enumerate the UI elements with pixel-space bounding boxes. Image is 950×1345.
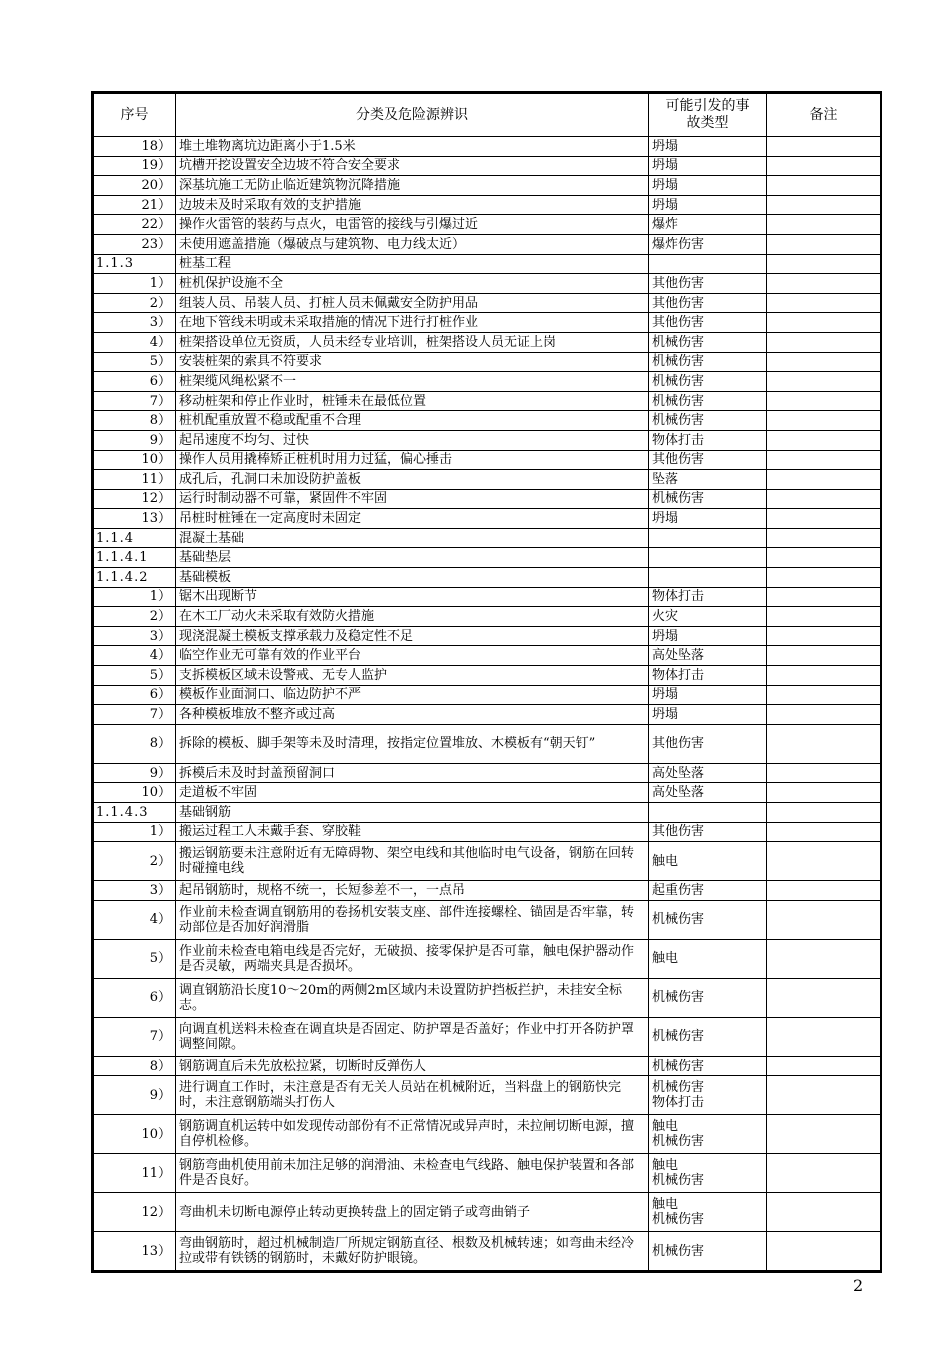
- table-row: [94, 234, 881, 254]
- row-hazard-description: 锯木出现断节: [176, 587, 649, 607]
- row-remarks: [767, 528, 881, 548]
- row-remarks: [767, 842, 881, 881]
- row-accident-type: 机械伤害: [649, 489, 767, 509]
- row-accident-type: 其他伤害: [649, 313, 767, 333]
- row-hazard-description: 向调直机送料未检查在调直块是否固定、防护罩是否盖好；作业中打开各防护罩调整间隙。: [176, 1017, 649, 1056]
- row-hazard-description: 临空作业无可靠有效的作业平台: [176, 646, 649, 666]
- row-accident-type: 触电 机械伤害: [649, 1193, 767, 1232]
- row-serial-number: 1.1.3: [94, 254, 176, 274]
- table-row: [94, 1056, 881, 1076]
- row-serial-number: 22）: [94, 215, 176, 235]
- table-row: [94, 1154, 881, 1193]
- table-row: [94, 215, 881, 235]
- page-number: 2: [853, 1276, 864, 1295]
- row-accident-type: 坍塌: [649, 195, 767, 215]
- row-hazard-description: 桩机保护设施不全: [176, 274, 649, 294]
- table-row: [94, 881, 881, 901]
- table-row: [94, 489, 881, 509]
- row-hazard-description: 操作火雷管的装药与点火，电雷管的接线与引爆过近: [176, 215, 649, 235]
- row-serial-number: 23）: [94, 234, 176, 254]
- row-accident-type: 机械伤害: [649, 352, 767, 372]
- table-row: [94, 293, 881, 313]
- row-accident-type: 其他伤害: [649, 822, 767, 842]
- row-remarks: [767, 1056, 881, 1076]
- row-remarks: [767, 900, 881, 939]
- table-row: [94, 450, 881, 470]
- row-accident-type: 触电 机械伤害: [649, 1115, 767, 1154]
- row-remarks: [767, 470, 881, 490]
- row-serial-number: 11）: [94, 1154, 176, 1193]
- table-row: [94, 430, 881, 450]
- section-row: [94, 254, 881, 274]
- row-hazard-description: 在地下管线未明或未采取措施的情况下进行打桩作业: [176, 313, 649, 333]
- row-accident-type: 物体打击: [649, 430, 767, 450]
- row-accident-type: 坍塌: [649, 137, 767, 157]
- table-row: [94, 176, 881, 196]
- row-serial-number: 4）: [94, 646, 176, 666]
- row-hazard-description: 模板作业面洞口、临边防护不严: [176, 685, 649, 705]
- row-serial-number: 8）: [94, 411, 176, 431]
- row-remarks: [767, 724, 881, 763]
- row-remarks: [767, 1115, 881, 1154]
- row-accident-type: 坍塌: [649, 176, 767, 196]
- row-accident-type: 机械伤害: [649, 1056, 767, 1076]
- row-serial-number: 10）: [94, 783, 176, 803]
- row-hazard-description: 堆土堆物离坑边距离小于1.5米: [176, 137, 649, 157]
- row-remarks: [767, 176, 881, 196]
- row-serial-number: 21）: [94, 195, 176, 215]
- table-row: [94, 607, 881, 627]
- row-remarks: [767, 939, 881, 978]
- hazard-table-frame: [91, 91, 882, 1273]
- row-accident-type: 触电: [649, 842, 767, 881]
- row-accident-type: 物体打击: [649, 666, 767, 686]
- row-accident-type: 爆炸伤害: [649, 234, 767, 254]
- row-hazard-description: 坑槽开挖设置安全边坡不符合安全要求: [176, 156, 649, 176]
- row-serial-number: 19）: [94, 156, 176, 176]
- row-serial-number: 1）: [94, 274, 176, 294]
- table-row: [94, 1076, 881, 1115]
- row-remarks: [767, 881, 881, 901]
- row-serial-number: 18）: [94, 137, 176, 157]
- row-accident-type: 坍塌: [649, 705, 767, 725]
- row-accident-type: 火灾: [649, 607, 767, 627]
- table-row: [94, 763, 881, 783]
- row-serial-number: 7）: [94, 1017, 176, 1056]
- row-remarks: [767, 332, 881, 352]
- row-serial-number: 2）: [94, 842, 176, 881]
- row-remarks: [767, 411, 881, 431]
- row-serial-number: 3）: [94, 626, 176, 646]
- row-hazard-description: 操作人员用撬棒矫正桩机时用力过猛，偏心捶击: [176, 450, 649, 470]
- table-row: [94, 978, 881, 1017]
- row-accident-type: 高处坠落: [649, 763, 767, 783]
- row-hazard-description: 运行时制动器不可靠，紧固件不牢固: [176, 489, 649, 509]
- row-serial-number: 3）: [94, 313, 176, 333]
- row-hazard-description: 作业前未检查调直钢筋用的卷扬机安装支座、部件连接螺栓、锚固是否牢靠，转动部位是否加好润滑脂: [176, 900, 649, 939]
- row-remarks: [767, 430, 881, 450]
- row-serial-number: 1）: [94, 587, 176, 607]
- row-hazard-description: 钢筋调直后未先放松拉紧，切断时反弹伤人: [176, 1056, 649, 1076]
- row-accident-type: 起重伤害: [649, 881, 767, 901]
- row-hazard-description: 拆模后未及时封盖预留洞口: [176, 763, 649, 783]
- row-hazard-description: 各种模板堆放不整齐或过高: [176, 705, 649, 725]
- row-accident-type: 坍塌: [649, 509, 767, 529]
- row-accident-type: [649, 803, 767, 823]
- row-accident-type: 其他伤害: [649, 293, 767, 313]
- row-serial-number: 6）: [94, 372, 176, 392]
- row-hazard-description: 弯曲机未切断电源停止转动更换转盘上的固定销子或弯曲销子: [176, 1193, 649, 1232]
- table-row: [94, 842, 881, 881]
- row-remarks: [767, 313, 881, 333]
- row-remarks: [767, 1232, 881, 1271]
- section-row: [94, 803, 881, 823]
- table-row: [94, 587, 881, 607]
- table-row: [94, 1017, 881, 1056]
- row-hazard-description: 搬运钢筋要未注意附近有无障碍物、架空电线和其他临时电气设备，钢筋在回转时碰撞电线: [176, 842, 649, 881]
- row-remarks: [767, 803, 881, 823]
- table-row: [94, 900, 881, 939]
- row-accident-type: 其他伤害: [649, 450, 767, 470]
- row-serial-number: 10）: [94, 1115, 176, 1154]
- table-row: [94, 1115, 881, 1154]
- header-remarks: 备注: [767, 94, 881, 137]
- row-accident-type: 其他伤害: [649, 274, 767, 294]
- row-accident-type: 机械伤害: [649, 1232, 767, 1271]
- row-serial-number: 1）: [94, 822, 176, 842]
- row-serial-number: 12）: [94, 1193, 176, 1232]
- row-serial-number: 11）: [94, 470, 176, 490]
- row-hazard-description: 调直钢筋沿长度10～20m的两侧2m区域内未设置防护挡板拦护，未挂安全标志。: [176, 978, 649, 1017]
- row-hazard-description: 搬运过程工人未戴手套、穿胶鞋: [176, 822, 649, 842]
- row-remarks: [767, 156, 881, 176]
- row-remarks: [767, 234, 881, 254]
- row-accident-type: 触电: [649, 939, 767, 978]
- row-serial-number: 9）: [94, 430, 176, 450]
- row-serial-number: 8）: [94, 1056, 176, 1076]
- row-hazard-description: 组装人员、吊装人员、打桩人员未佩戴安全防护用品: [176, 293, 649, 313]
- row-hazard-description: 边坡未及时采取有效的支护措施: [176, 195, 649, 215]
- hazard-table-body: [94, 137, 881, 1271]
- row-serial-number: 7）: [94, 705, 176, 725]
- row-remarks: [767, 450, 881, 470]
- row-hazard-description: 混凝土基础: [176, 528, 649, 548]
- row-remarks: [767, 1154, 881, 1193]
- row-serial-number: 12）: [94, 489, 176, 509]
- row-accident-type: 物体打击: [649, 587, 767, 607]
- section-row: [94, 528, 881, 548]
- row-accident-type: 高处坠落: [649, 783, 767, 803]
- row-accident-type: 机械伤害 物体打击: [649, 1076, 767, 1115]
- table-row: [94, 666, 881, 686]
- row-hazard-description: 起吊钢筋时，规格不统一，长短参差不一，一点吊: [176, 881, 649, 901]
- row-serial-number: 5）: [94, 939, 176, 978]
- row-accident-type: 机械伤害: [649, 372, 767, 392]
- table-row: [94, 1193, 881, 1232]
- table-header-row: [94, 94, 881, 137]
- row-hazard-description: 弯曲钢筋时，超过机械制造厂所规定钢筋直径、根数及机械转速；如弯曲未经冷拉或带有铁锈的钢筋时，未戴好防护眼镜。: [176, 1232, 649, 1271]
- row-accident-type: 高处坠落: [649, 646, 767, 666]
- row-accident-type: 坍塌: [649, 626, 767, 646]
- row-accident-type: 触电 机械伤害: [649, 1154, 767, 1193]
- row-remarks: [767, 705, 881, 725]
- row-accident-type: 爆炸: [649, 215, 767, 235]
- row-remarks: [767, 978, 881, 1017]
- table-row: [94, 195, 881, 215]
- row-serial-number: 5）: [94, 352, 176, 372]
- row-hazard-description: 成孔后，孔洞口未加设防护盖板: [176, 470, 649, 490]
- header-hazard-identification: 分类及危险源辨识: [176, 94, 649, 137]
- row-hazard-description: 安装桩架的索具不符要求: [176, 352, 649, 372]
- row-remarks: [767, 685, 881, 705]
- row-hazard-description: 作业前未检查电箱电线是否完好，无破损、接零保护是否可靠，触电保护器动作是否灵敏，两端夹具是否损坏。: [176, 939, 649, 978]
- row-serial-number: 3）: [94, 881, 176, 901]
- table-row: [94, 470, 881, 490]
- table-row: [94, 391, 881, 411]
- section-row: [94, 568, 881, 588]
- row-hazard-description: 起吊速度不均匀、过快: [176, 430, 649, 450]
- row-serial-number: 5）: [94, 666, 176, 686]
- row-hazard-description: 吊桩时桩锤在一定高度时未固定: [176, 509, 649, 529]
- row-accident-type: 坍塌: [649, 685, 767, 705]
- row-serial-number: 13）: [94, 509, 176, 529]
- table-row: [94, 705, 881, 725]
- header-serial-number: 序号: [94, 94, 176, 137]
- row-hazard-description: 桩机配重放置不稳或配重不合理: [176, 411, 649, 431]
- section-row: [94, 548, 881, 568]
- row-remarks: [767, 1193, 881, 1232]
- row-hazard-description: 未使用遮盖措施（爆破点与建筑物、电力线太近）: [176, 234, 649, 254]
- row-hazard-description: 钢筋调直机运转中如发现传动部份有不正常情况或异声时，未拉闸切断电源，擅自停机检修。: [176, 1115, 649, 1154]
- table-row: [94, 626, 881, 646]
- row-accident-type: 机械伤害: [649, 391, 767, 411]
- row-hazard-description: 桩架搭设单位无资质，人员未经专业培训，桩架搭设人员无证上岗: [176, 332, 649, 352]
- table-row: [94, 724, 881, 763]
- table-row: [94, 822, 881, 842]
- row-hazard-description: 走道板不牢固: [176, 783, 649, 803]
- row-remarks: [767, 137, 881, 157]
- row-remarks: [767, 293, 881, 313]
- row-serial-number: 4）: [94, 332, 176, 352]
- row-serial-number: 6）: [94, 685, 176, 705]
- row-serial-number: 7）: [94, 391, 176, 411]
- row-accident-type: 其他伤害: [649, 724, 767, 763]
- table-row: [94, 137, 881, 157]
- row-accident-type: 坠落: [649, 470, 767, 490]
- table-row: [94, 1232, 881, 1271]
- table-row: [94, 372, 881, 392]
- table-row: [94, 939, 881, 978]
- row-hazard-description: 桩架缆风绳松紧不一: [176, 372, 649, 392]
- row-hazard-description: 基础钢筋: [176, 803, 649, 823]
- row-remarks: [767, 372, 881, 392]
- table-row: [94, 685, 881, 705]
- table-row: [94, 274, 881, 294]
- row-serial-number: 13）: [94, 1232, 176, 1271]
- row-serial-number: 6）: [94, 978, 176, 1017]
- row-serial-number: 20）: [94, 176, 176, 196]
- row-remarks: [767, 587, 881, 607]
- row-serial-number: 10）: [94, 450, 176, 470]
- row-remarks: [767, 607, 881, 627]
- row-serial-number: 2）: [94, 293, 176, 313]
- row-hazard-description: 钢筋弯曲机使用前未加注足够的润滑油、未检查电气线路、触电保护装置和各部件是否良好。: [176, 1154, 649, 1193]
- row-remarks: [767, 274, 881, 294]
- row-accident-type: 机械伤害: [649, 1017, 767, 1056]
- header-accident-type: 可能引发的事故类型: [649, 94, 767, 137]
- row-remarks: [767, 254, 881, 274]
- table-row: [94, 509, 881, 529]
- table-row: [94, 156, 881, 176]
- row-remarks: [767, 783, 881, 803]
- row-remarks: [767, 568, 881, 588]
- table-row: [94, 352, 881, 372]
- row-hazard-description: 支拆模板区域未设警戒、无专人监护: [176, 666, 649, 686]
- row-remarks: [767, 666, 881, 686]
- row-remarks: [767, 626, 881, 646]
- row-serial-number: 9）: [94, 1076, 176, 1115]
- row-accident-type: [649, 254, 767, 274]
- row-accident-type: 机械伤害: [649, 332, 767, 352]
- row-remarks: [767, 1017, 881, 1056]
- row-remarks: [767, 822, 881, 842]
- row-serial-number: 9）: [94, 763, 176, 783]
- row-remarks: [767, 509, 881, 529]
- table-row: [94, 783, 881, 803]
- row-serial-number: 4）: [94, 900, 176, 939]
- row-hazard-description: 进行调直工作时，未注意是否有无关人员站在机械附近，当料盘上的钢筋快完时，未注意钢筋端头打伤人: [176, 1076, 649, 1115]
- row-hazard-description: 基础垫层: [176, 548, 649, 568]
- row-serial-number: 2）: [94, 607, 176, 627]
- row-serial-number: 1.1.4.1: [94, 548, 176, 568]
- row-hazard-description: 在木工厂动火未采取有效防火措施: [176, 607, 649, 627]
- row-accident-type: 机械伤害: [649, 411, 767, 431]
- row-hazard-description: 拆除的模板、脚手架等未及时清理，按指定位置堆放、木模板有“朝天钉”: [176, 724, 649, 763]
- row-remarks: [767, 1076, 881, 1115]
- table-row: [94, 332, 881, 352]
- row-remarks: [767, 646, 881, 666]
- row-hazard-description: 现浇混凝土模板支撑承载力及稳定性不足: [176, 626, 649, 646]
- table-row: [94, 646, 881, 666]
- row-remarks: [767, 391, 881, 411]
- row-serial-number: 1.1.4.3: [94, 803, 176, 823]
- row-serial-number: 1.1.4: [94, 528, 176, 548]
- row-accident-type: [649, 548, 767, 568]
- row-remarks: [767, 215, 881, 235]
- row-remarks: [767, 548, 881, 568]
- row-accident-type: 坍塌: [649, 156, 767, 176]
- row-accident-type: [649, 528, 767, 548]
- hazard-table: [93, 93, 881, 1271]
- row-remarks: [767, 195, 881, 215]
- row-remarks: [767, 489, 881, 509]
- row-accident-type: 机械伤害: [649, 900, 767, 939]
- row-remarks: [767, 352, 881, 372]
- row-accident-type: [649, 568, 767, 588]
- row-serial-number: 1.1.4.2: [94, 568, 176, 588]
- row-hazard-description: 移动桩架和停止作业时，桩锤未在最低位置: [176, 391, 649, 411]
- row-hazard-description: 桩基工程: [176, 254, 649, 274]
- table-row: [94, 313, 881, 333]
- row-accident-type: 机械伤害: [649, 978, 767, 1017]
- row-remarks: [767, 763, 881, 783]
- table-row: [94, 411, 881, 431]
- row-hazard-description: 深基坑施工无防止临近建筑物沉降措施: [176, 176, 649, 196]
- row-hazard-description: 基础模板: [176, 568, 649, 588]
- row-serial-number: 8）: [94, 724, 176, 763]
